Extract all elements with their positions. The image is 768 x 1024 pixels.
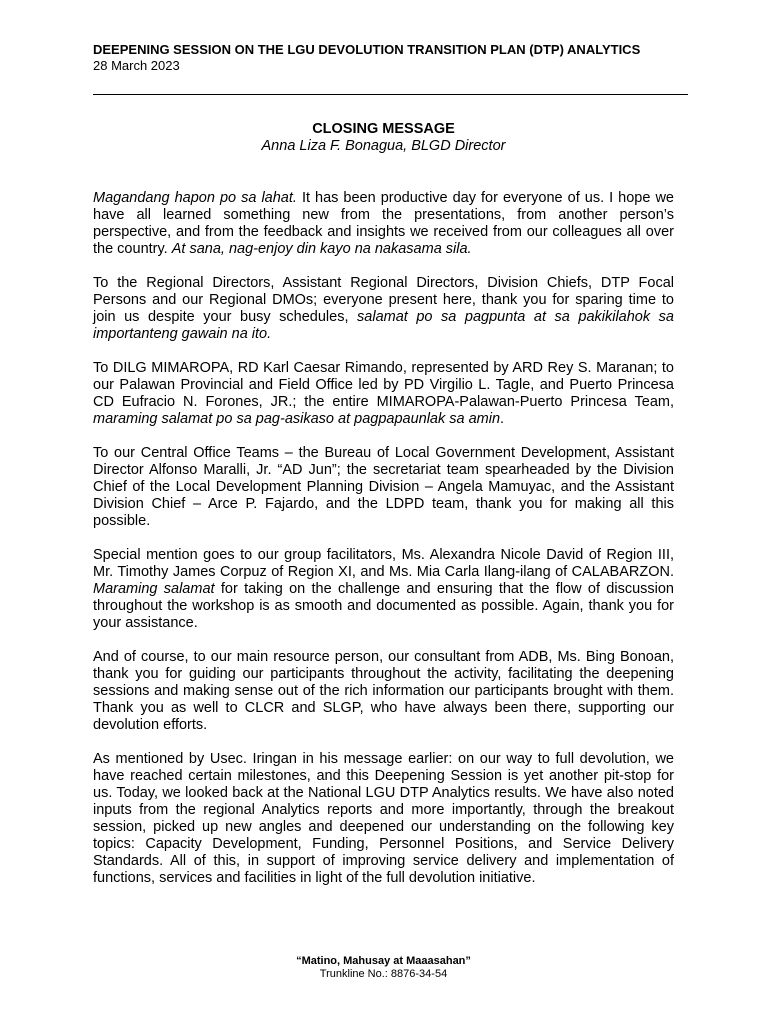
footer-trunkline: Trunkline No.: 8876-34-54 <box>319 968 448 980</box>
event-date: 28 March 2023 <box>93 58 180 73</box>
document-footer <box>93 955 674 981</box>
body-paragraph <box>93 275 674 343</box>
text: To the Regional Directors, Assistant Regional Directors, Division Chiefs, DTP Focal Persons and our Regional DMOs; everyone present here, thank you for sparing time to join us despite your busy schedules, <box>93 275 674 325</box>
italic-text: maraming salamat po sa pag-asikaso at pagpapaunlak sa amin <box>93 411 501 427</box>
message-body <box>93 190 674 904</box>
body-paragraph <box>93 190 674 258</box>
text: As mentioned by Usec. Iringan in his message earlier: on our way to full devolution, we have reached certain milestones, and this Deepening Session is yet another pit-stop for us. Today, we looked back at the National LGU DTP Analytics results. We have also noted inputs from the regional Analytics reports and more importantly, through the breakout session, picked up new angles and deepened our understanding on the following key topics: Capacity Development, Funding, Personnel Positions, and Service Delivery Standards. All of this, in support of improving service delivery and implementation of functions, services and facilities in light of the full devolution initiative. <box>93 751 674 886</box>
text: for taking on the challenge and ensuring that the flow of discussion throughout the workshop is as smooth and documented as possible. Again, thank you for your assistance. <box>93 581 674 631</box>
text: To DILG MIMAROPA, RD Karl Caesar Rimando, represented by ARD Rey S. Maranan; to our Palawan Provincial and Field Office led by PD Virgilio L. Tagle, and Puerto Princesa CD Eufracio N. Forones, JR.; the entire MIMAROPA-Palawan-Puerto Princesa Team, <box>93 360 674 410</box>
body-paragraph <box>93 547 674 632</box>
header-divider <box>93 94 688 95</box>
text: To our Central Office Teams – the Bureau of Local Government Development, Assistant Director Alfonso Maralli, Jr. “AD Jun”; the secretariat team spearheaded by the Division Chief of the Local Development Planning Division – Angela Mamuyac, and the Assistant Division Chief – Arce P. Fajardo, and the LDPD team, thank you for making all this possible. <box>93 445 674 529</box>
body-paragraph <box>93 649 674 734</box>
italic-text: Magandang hapon po sa lahat. <box>93 190 297 206</box>
message-author: Anna Liza F. Bonagua, BLGD Director <box>261 138 506 154</box>
body-paragraph <box>93 751 674 887</box>
footer-motto: “Matino, Mahusay at Maaasahan” <box>296 955 471 967</box>
body-paragraph <box>93 445 674 530</box>
body-paragraph <box>93 360 674 428</box>
event-title: DEEPENING SESSION ON THE LGU DEVOLUTION TRANSITION PLAN (DTP) ANALYTICS <box>93 42 641 57</box>
text: . <box>500 411 505 427</box>
italic-text: Maraming salamat <box>93 581 215 597</box>
document-header <box>93 42 674 74</box>
message-heading <box>93 121 674 155</box>
text: It has been productive day for everyone of us. I hope we have all learned something new from the presentations, from another person’s perspective, and from the feedback and insights we received from our colleagues all over the country. <box>93 190 674 257</box>
italic-text: salamat po sa pagpunta at sa pakikilahok sa importanteng gawain na ito. <box>93 309 674 342</box>
text: Special mention goes to our group facilitators, Ms. Alexandra Nicole David of Region III, Mr. Timothy James Corpuz of Region XI, and Ms. Mia Carla Ilang-ilang of CALABARZON. <box>93 547 674 580</box>
message-title: CLOSING MESSAGE <box>312 121 455 137</box>
text: And of course, to our main resource person, our consultant from ADB, Ms. Bing Bonoan, thank you for guiding our participants throughout the activity, facilitating the deepening sessions and making sense out of the rich information our participants brought with them. Thank you as well to CLCR and SLGP, who have always been there, supporting our devolution efforts. <box>93 649 674 733</box>
italic-text: At sana, nag-enjoy din kayo na nakasama sila. <box>171 241 472 257</box>
